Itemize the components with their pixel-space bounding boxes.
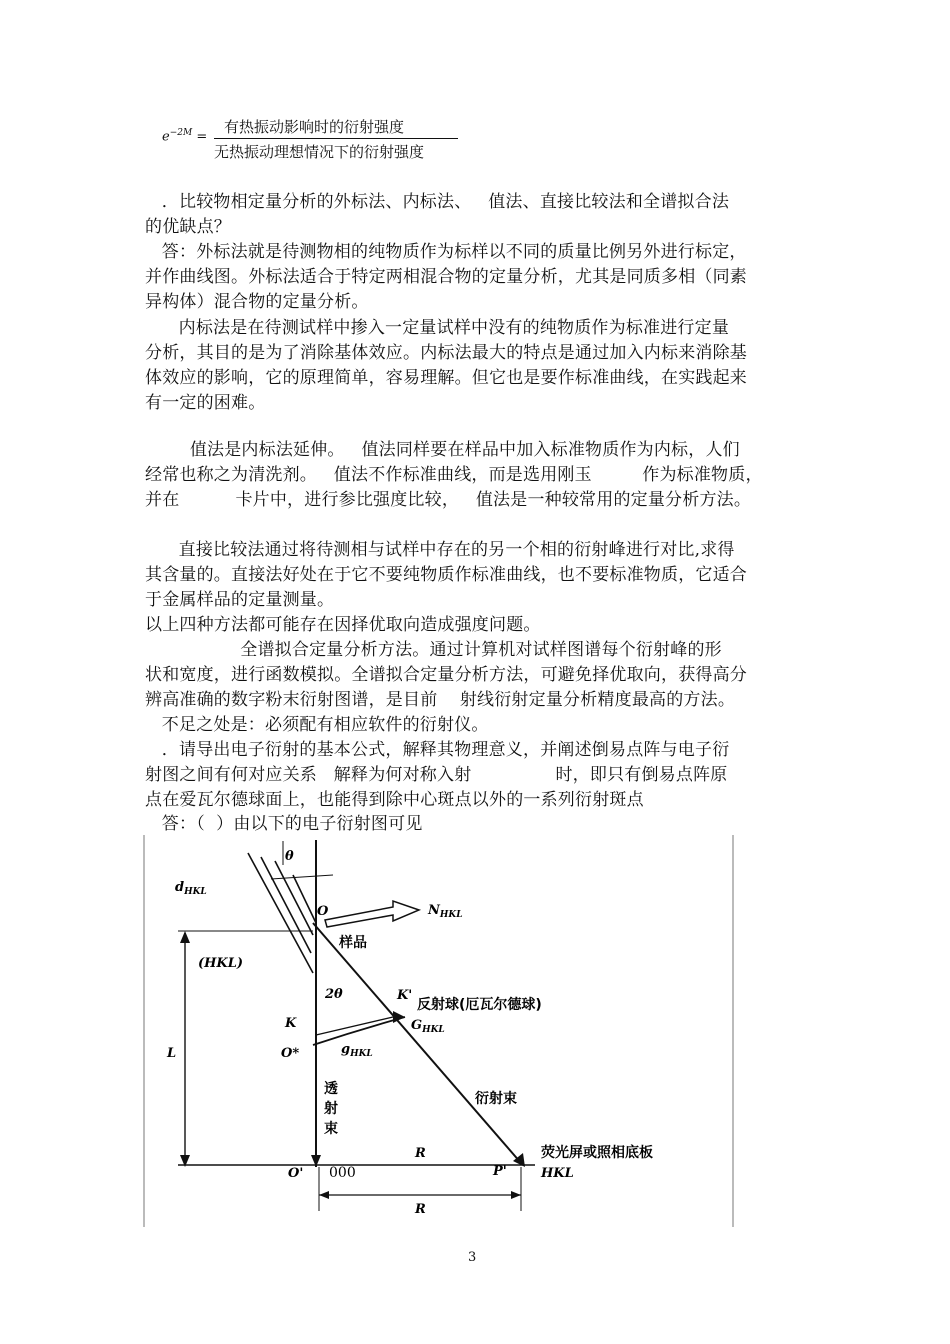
P-prime-label: P' bbox=[493, 1164, 507, 1179]
text-line: 辨高准确的数字粉末衍射图谱，是目前 射线衍射定量分析精度最高的方法。 bbox=[145, 690, 736, 710]
text-line: 答：外标法就是待测物相的纯物质作为标样以不同的质量比例另外进行标定， bbox=[145, 242, 747, 262]
text-line: 直接比较法通过将待测相与试样中存在的另一个相的衍射峰进行对比,求得 bbox=[145, 540, 735, 560]
text-line: 并作曲线图。外标法适合于特定两相混合物的定量分析，尤其是同质多相（同素 bbox=[145, 267, 747, 287]
text-line: ．比较物相定量分析的外标法、内标法、 值法、直接比较法和全谱拟合法 bbox=[145, 192, 730, 212]
transmit-beam-char-2: 射 bbox=[324, 1101, 338, 1117]
transmit-beam-char-3: 束 bbox=[324, 1121, 338, 1137]
text-line: 有一定的困难。 bbox=[145, 393, 266, 413]
text-line: 分析，其目的是为了消除基体效应。内标法最大的特点是通过加入内标来消除基 bbox=[145, 343, 747, 363]
thermal-factor-formula bbox=[162, 112, 462, 166]
text-line: 值法是内标法延伸。 值法同样要在样品中加入标准物质作为内标，人们 bbox=[145, 440, 740, 460]
hkl-plane-label: (HKL) bbox=[198, 956, 244, 971]
sample-label: 样品 bbox=[339, 935, 367, 951]
L-label: L bbox=[167, 1046, 177, 1061]
ewald-sphere-arc bbox=[313, 1017, 405, 1045]
text-line: 的优缺点？ bbox=[145, 217, 231, 237]
K-label: K bbox=[285, 1016, 297, 1031]
text-line: ．请导出电子衍射的基本公式，解释其物理意义，并阐述倒易点阵与电子衍 bbox=[145, 740, 730, 760]
text-line: 不足之处是：必须配有相应软件的衍射仪。 bbox=[145, 715, 489, 735]
two-theta-label: 2θ bbox=[325, 987, 343, 1002]
text-line: 体效应的影响，它的原理简单，容易理解。但它也是要作标准曲线，在实践起来 bbox=[145, 368, 747, 388]
formula-numerator: 有热振动影响时的衍射强度 bbox=[224, 118, 405, 136]
theta-label: θ bbox=[285, 849, 294, 864]
hkl-spot-label: HKL bbox=[541, 1166, 574, 1181]
text-line: 于金属样品的定量测量。 bbox=[145, 590, 335, 610]
N-hkl-label: $N_{HKL}$ bbox=[428, 903, 463, 920]
plane-line bbox=[275, 861, 313, 935]
O-prime-label: O' bbox=[288, 1166, 304, 1181]
text-line: 经常也称之为清洗剂。 值法不作标准曲线，而是选用刚玉 作为标准物质， bbox=[145, 465, 763, 485]
normal-arrow bbox=[325, 901, 419, 927]
diffracted-beam-label: 衍射束 bbox=[475, 1091, 517, 1107]
fraction-bar bbox=[214, 138, 458, 139]
R-arrow-right bbox=[511, 1191, 521, 1199]
reflection-sphere-label: 反射球(厄瓦尔德球) bbox=[417, 997, 542, 1013]
text-line: 全谱拟合定量分析方法。通过计算机对试样图谱每个衍射峰的形 bbox=[145, 640, 722, 660]
O-star-label: O* bbox=[281, 1046, 300, 1061]
text-line: 内标法是在待测试样中掺入一定量试样中没有的纯物质作为标准进行定量 bbox=[145, 318, 730, 338]
text-line: 状和宽度，进行函数模拟。全谱拟合定量分析方法，可避免择优取向，获得高分 bbox=[145, 665, 747, 685]
electron-diffraction-diagram bbox=[143, 835, 735, 1227]
d-hkl-marker bbox=[271, 875, 333, 879]
formula-denominator: 无热振动理想情况下的衍射强度 bbox=[214, 143, 425, 161]
plane-line bbox=[293, 875, 316, 923]
text-line: 答：（ ）由以下的电子衍射图可见 bbox=[145, 814, 423, 834]
R-top-label: R bbox=[415, 1146, 426, 1161]
O-label: O bbox=[317, 904, 329, 919]
transmit-beam-char-1: 透 bbox=[324, 1081, 338, 1097]
text-line: 射图之间有何对应关系 解释为何对称入射 时，即只有倒易点阵原 bbox=[145, 765, 728, 785]
text-line: 并在 卡片中，进行参比强度比较， 值法是一种较常用的定量分析方法。 bbox=[145, 490, 752, 510]
g-hkl-label: $g_{HKL}$ bbox=[341, 1042, 373, 1059]
page-number: 3 bbox=[468, 1250, 477, 1265]
text-line: 其含量的。直接法好处在于它不要纯物质作标准曲线，也不要标准物质，它适合 bbox=[145, 565, 747, 585]
d-hkl-label: $d_{HKL}$ bbox=[175, 880, 207, 897]
R-arrow-left bbox=[319, 1191, 329, 1199]
L-arrow-top bbox=[180, 931, 190, 943]
diagram-svg bbox=[143, 835, 735, 1227]
screen-label: 荧光屏或照相底板 bbox=[541, 1145, 653, 1161]
text-line: 异构体）混合物的定量分析。 bbox=[145, 292, 369, 312]
plane-line bbox=[261, 857, 311, 953]
text-line: 以上四种方法都可能存在因择优取向造成强度问题。 bbox=[145, 615, 541, 635]
origin-index-label: 000 bbox=[329, 1165, 356, 1181]
formula-lhs: $e^{-2M}$ = bbox=[162, 128, 208, 145]
G-hkl-label: $G_{HKL}$ bbox=[411, 1018, 445, 1035]
text-line: 点在爱瓦尔德球面上，也能得到除中心斑点以外的一系列衍射斑点 bbox=[145, 790, 644, 810]
R-bottom-label: R bbox=[415, 1202, 426, 1217]
K-prime-label: K' bbox=[397, 988, 413, 1003]
